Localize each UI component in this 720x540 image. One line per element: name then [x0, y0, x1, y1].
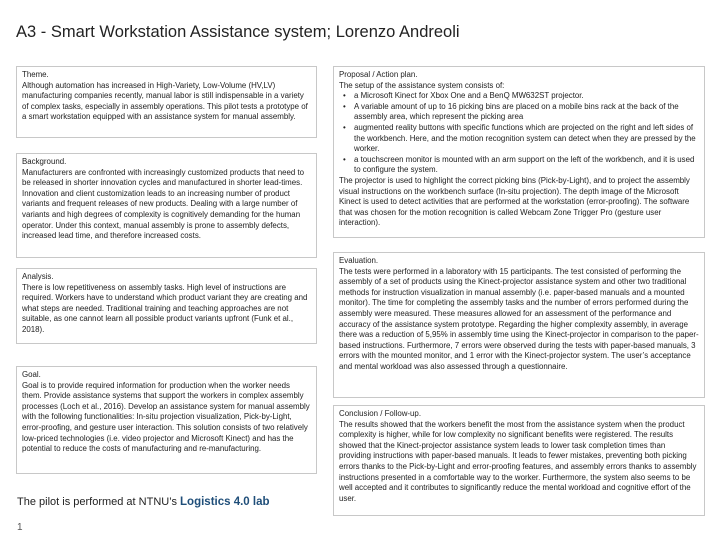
proposal-section [333, 66, 705, 238]
proposal-outro: The projector is used to highlight the correct picking bins (Pick-by-Light), and to project the assembly visual instructions on the workbench surface (In-situ projection). The depth image of the Microsoft Kinect is used to detect activities that are performed at the workstation (error-proofing). The software that was chosen for the motion recognition is called Webcam Zone Trigger Pro (gesture user interaction). [339, 175, 690, 228]
theme-text: Although automation has increased in High-Variety, Low-Volume (HV,LV) manufacturing companies recently, manual labor is still indispensable in a variety of complex tasks, especially in assembly operations. This pilot tests a prototype of a smart workstation equipped with an assistance system for manual assembly. [22, 80, 308, 122]
background-heading: Background. [22, 157, 67, 166]
proposal-bullet: • a Microsoft Kinect for Xbox One and a BenQ MW632ST projector. [339, 91, 699, 102]
goal-text: Goal is to provide required information for production when the worker needs them. Provide assistance systems that support the workers in complex assembly processes (Loch et al., 2016). Develop an assistance system for manual assembly with the following functionalities: In-situ projection visualization, Pick-by-Light, error-proofing, and gesture user interaction. This solution consists of two relatively low-priced technologies (i.e. video projector and Microsoft Kinect) and has the potential to reduce the costs of manufacturing and re-manufacturing. [22, 380, 310, 454]
conclusion-section [333, 405, 705, 516]
proposal-bullet: • a touchscreen monitor is mounted with an arm support on the left of the workbench, and it is used to configure the system. [339, 155, 699, 176]
pilot-note [17, 496, 270, 508]
page-number: 1 [17, 522, 23, 533]
goal-section [16, 366, 317, 474]
evaluation-text: The tests were performed in a laboratory with 15 participants. The test consisted of performing the assembly of a set of products using the Kinect-projector assistance system and other two traditional methods for instruction visualization in manual assembly (i.e. paper-based manuals and a mounted monitor). The time for completing the assembly tasks and the number of errors performed during the assembly were measured. These measures allowed for an assessment of the performance and accuracy of the assistance system prototype. Regarding the higher complexity assembly, in average there was a reduction of 5,95% in assembly time using the Kinect-projector in comparison to the paper-based instructions. Furthermore, 7 errors were observed during the tests with paper-based manuals, 3 errors with the mounted monitor, and 1 error with the Kinect-projector system. The user’s acceptance and mental workload was also assessed through a questionnaire. [339, 266, 699, 371]
theme-section [16, 66, 317, 138]
background-text: Manufacturers are confronted with increasingly customized products that need to be released in shorter innovation cycles and manufactured in shorter lead-times. Innovation and client customization leads to an increasing number of product variants and frequent releases of new products. Dealing with a large number of variants and high degrees of complexity is cognitively demanding for the human operator. Under this context, manual assembly is prone to assembly defects, increased lead time, and therefore increased costs. [22, 167, 305, 241]
proposal-bullet: • A variable amount of up to 16 picking bins are placed on a mobile bins rack at the back of the assembly area, which represent the picking area [339, 102, 699, 123]
conclusion-heading: Conclusion / Follow-up. [339, 409, 422, 418]
background-section [16, 153, 317, 258]
analysis-heading: Analysis. [22, 272, 54, 281]
evaluation-heading: Evaluation. [339, 256, 379, 265]
page-title: A3 - Smart Workstation Assistance system; Lorenzo Andreoli [16, 23, 460, 41]
proposal-intro: The setup of the assistance system consists of: [339, 80, 505, 90]
analysis-section [16, 268, 317, 344]
goal-heading: Goal. [22, 370, 41, 379]
proposal-bullet-list [339, 91, 699, 176]
theme-heading: Theme. [22, 70, 49, 79]
evaluation-section [333, 252, 705, 398]
proposal-bullet: • augmented reality buttons with specific functions which are projected on the right and left sides of the workbench. Here, and the motion recognition system can detect when they are pressed by the worker. [339, 123, 699, 155]
proposal-heading: Proposal / Action plan. [339, 70, 418, 79]
pilot-note-text: The pilot is performed at NTNU’s [17, 496, 181, 508]
analysis-text: There is low repetitiveness on assembly tasks. High level of instructions are required. Workers have to understand which product variant they are creating and what steps are needed. Traditional training and teaching approaches are not suitable, as one cannot learn all possible product variants upfront (Funk et al., 2018). [22, 282, 308, 334]
lab-name: Logistics 4.0 lab [180, 496, 270, 508]
conclusion-text: The results showed that the workers benefit the most from the assistance system when the product complexity is higher, while for low complexity no significant benefits were registered. The results showed that the Kinect-projector assistance system leads to lower task completion times than providing instructions with paper-based manuals. It leads to fewer mistakes, preventing both picking errors thanks to the Pick-by-Light and error-proofing features, and assembly errors thanks to assembly instructions presented in a comfortable way to the worker. Furthermore, the system also seems to be well accepted and it contributes to significantly reduce the mental workload and cognitive effort of the user. [339, 419, 697, 503]
